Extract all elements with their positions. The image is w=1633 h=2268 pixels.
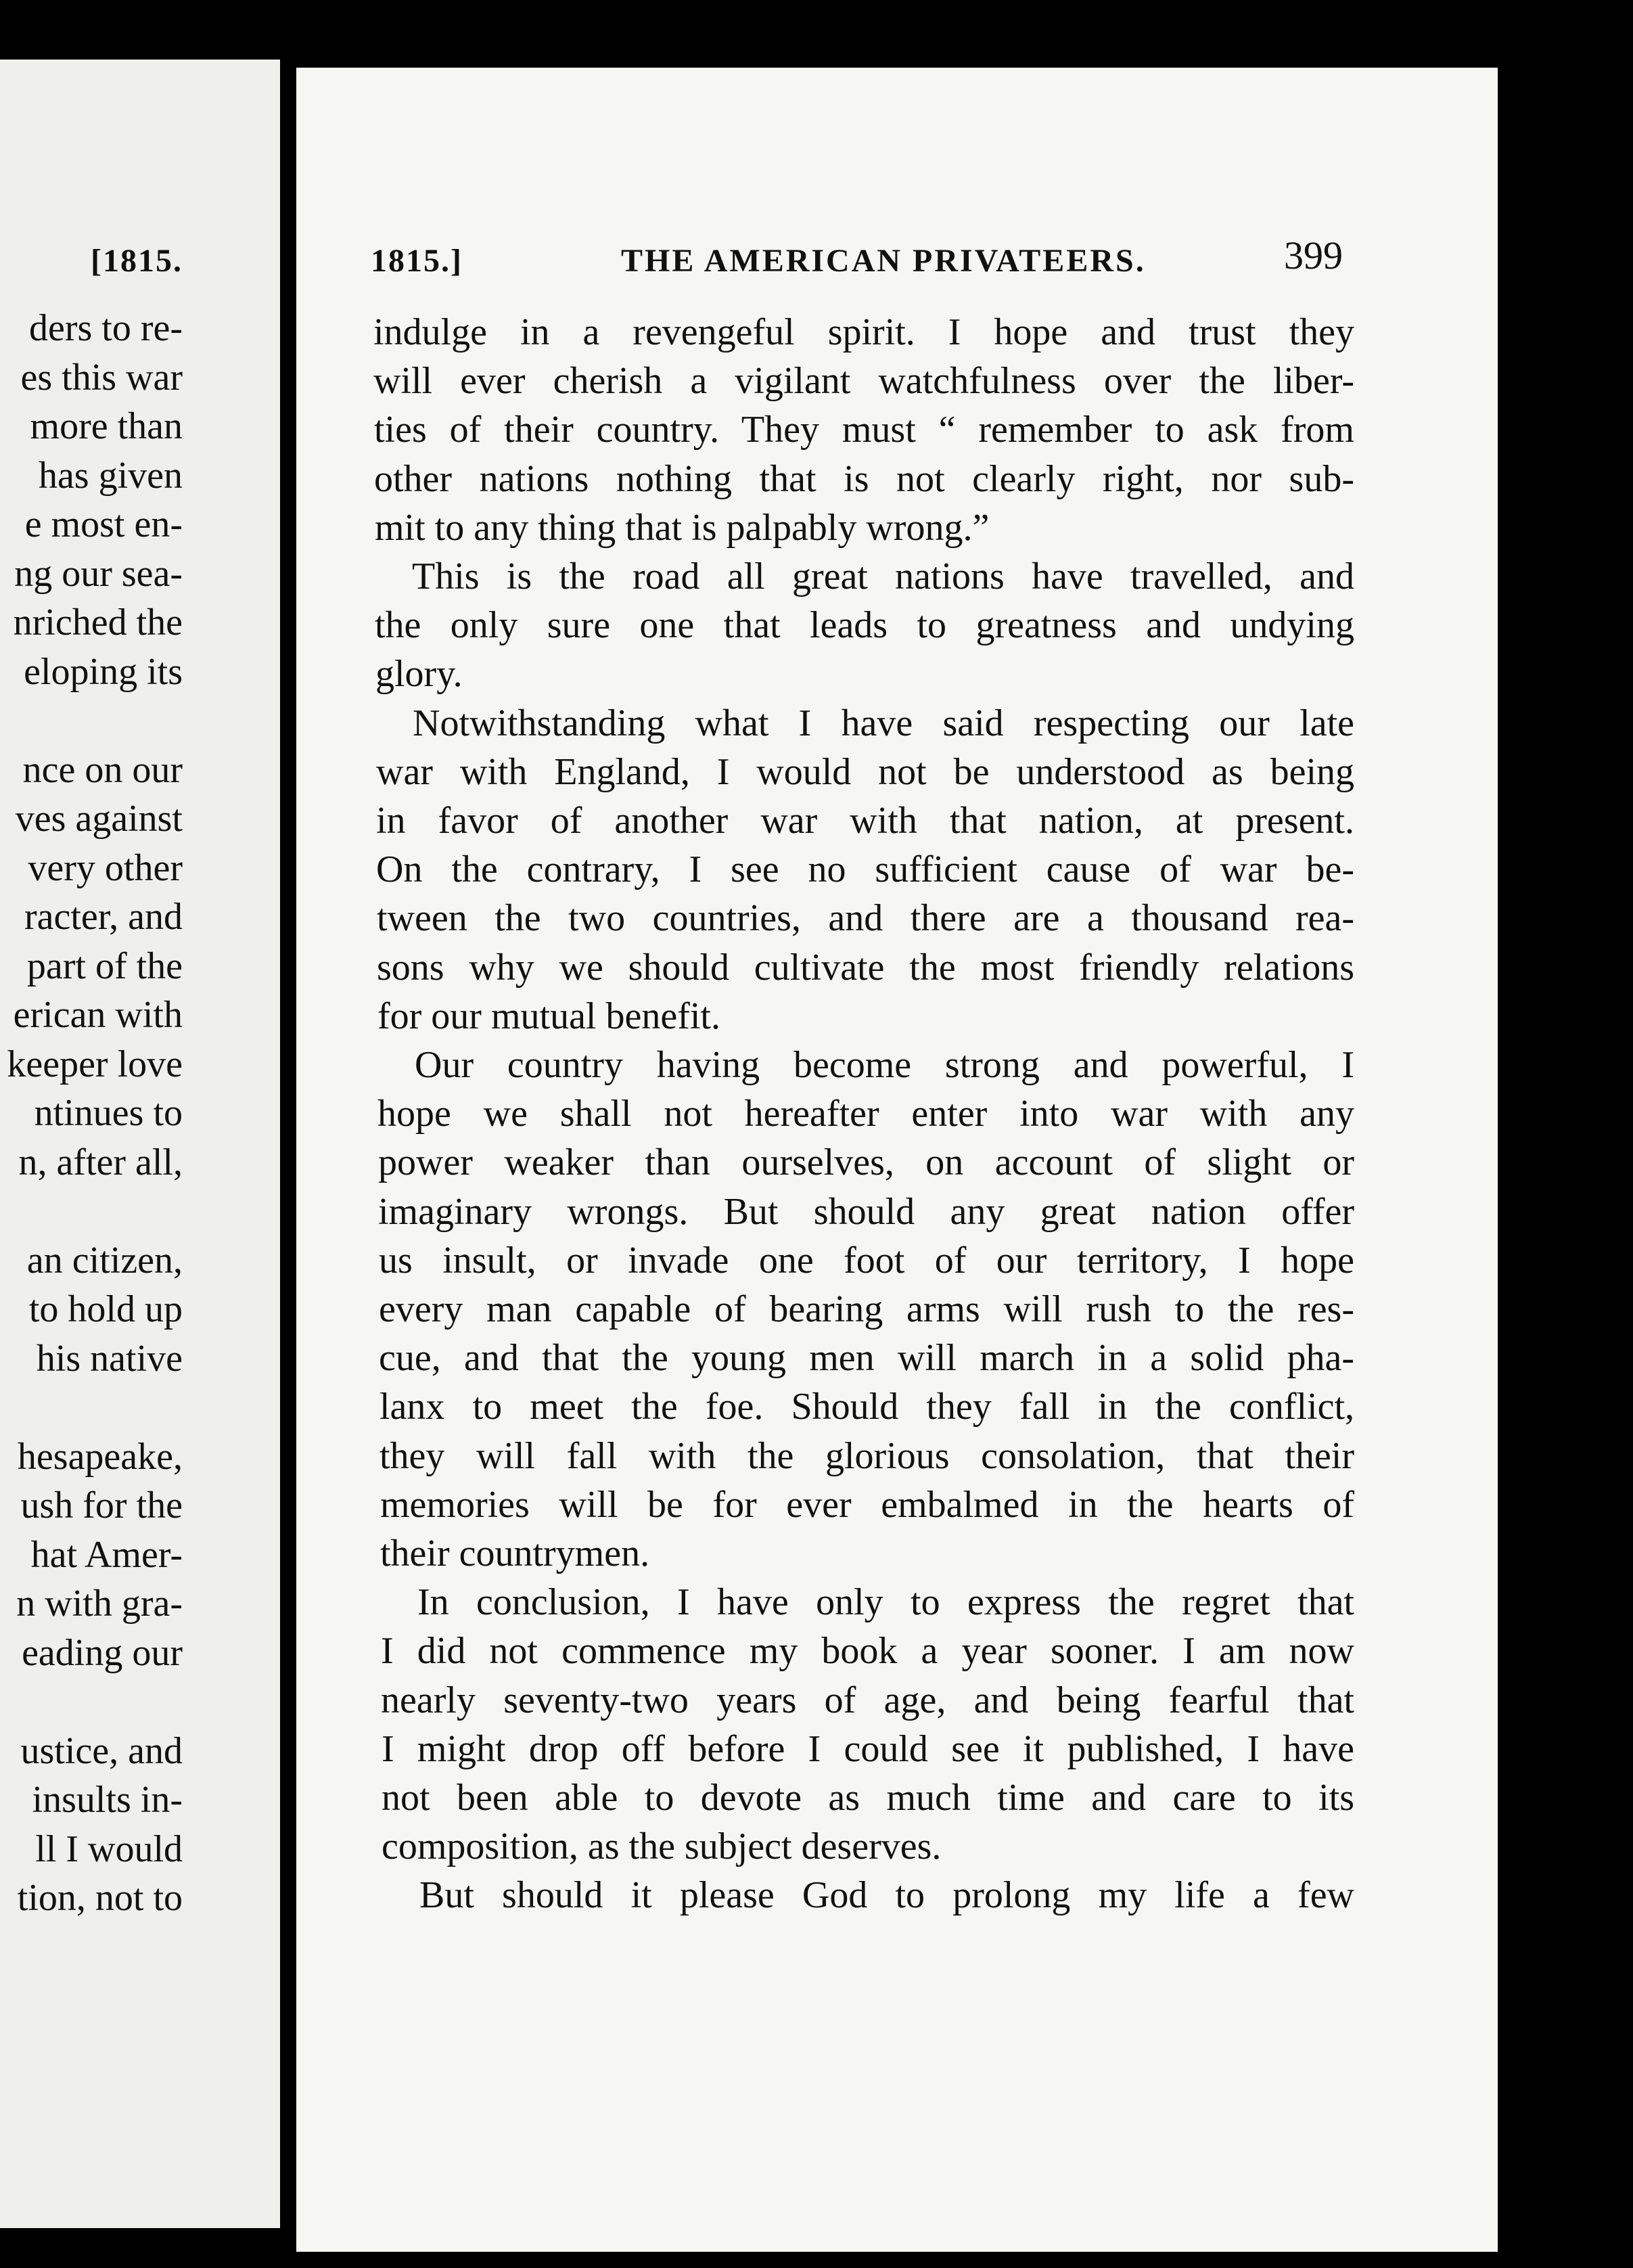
left-text-line: es this war <box>20 356 183 399</box>
text-line: Our country having become strong and powerful, I <box>415 1044 1354 1086</box>
text-line: they will fall with the glorious consolation, that their <box>380 1434 1354 1477</box>
left-text-line: e most en- <box>24 503 183 545</box>
text-line: their countrymen. <box>380 1533 650 1574</box>
text-line: Notwithstanding what I have said respecting our late <box>413 702 1354 744</box>
text-line: war with England, I would not be understood as being <box>376 750 1354 793</box>
left-text-line: very other <box>28 846 183 889</box>
left-text-line: ll I would <box>35 1828 183 1870</box>
left-text-line: more than <box>30 405 183 447</box>
left-text-line: ush for the <box>20 1484 183 1526</box>
left-text-line: tion, not to <box>17 1877 183 1919</box>
text-line: tween the two countries, and there are a thousand rea- <box>377 897 1354 940</box>
text-line: every man capable of bearing arms will rush to the res- <box>379 1288 1354 1330</box>
left-page-fragment <box>0 60 280 2228</box>
left-text-line: nriched the <box>13 602 183 643</box>
text-line: hope we shall not hereafter enter into war with any <box>377 1093 1354 1135</box>
text-line: power weaker than ourselves, on account of slight or <box>378 1141 1354 1184</box>
running-head-title: THE AMERICAN PRIVATEERS. <box>621 243 1146 279</box>
left-text-line: hesapeake, <box>17 1435 183 1478</box>
left-running-head: [1815. <box>91 243 183 279</box>
right-page <box>296 68 1498 2252</box>
text-line: nearly seventy-two years of age, and being fearful that <box>381 1679 1354 1721</box>
left-text-line: n, after all, <box>18 1141 183 1183</box>
text-line: indulge in a revengeful spirit. I hope and trust they <box>373 311 1354 353</box>
left-text-line: nce on our <box>22 748 183 791</box>
text-line: But should it please God to prolong my life a few <box>419 1874 1354 1917</box>
text-line: I might drop off before I could see it published, I have <box>382 1727 1354 1770</box>
text-line: memories will be for ever embalmed in the hearts of <box>380 1483 1354 1526</box>
left-text-line: insults in- <box>32 1779 183 1821</box>
text-line: for our mutual benefit. <box>377 995 720 1037</box>
text-line: not been able to devote as much time and care to its <box>382 1777 1354 1819</box>
left-text-line: eading our <box>22 1631 183 1674</box>
text-line: cue, and that the young men will march in a solid pha- <box>379 1337 1354 1380</box>
text-line: imaginary wrongs. But should any great nation offer <box>378 1190 1354 1233</box>
left-text-line: to hold up <box>28 1288 183 1330</box>
text-line: This is the road all great nations have travelled, and <box>412 555 1354 597</box>
text-line: glory. <box>375 653 463 696</box>
text-line: us insult, or invade one foot of our territory, I hope <box>379 1239 1354 1282</box>
left-text-line: n with gra- <box>16 1583 183 1625</box>
text-line: In conclusion, I have only to express the regret that <box>417 1581 1354 1624</box>
left-text-line: part of the <box>26 945 183 987</box>
left-text-line: racter, and <box>24 896 183 938</box>
text-line: the only sure one that leads to greatness and undying <box>375 604 1354 647</box>
left-text-line: ders to re- <box>28 307 183 349</box>
page-number: 399 <box>1284 233 1343 277</box>
left-text-line: ng our sea- <box>14 552 183 595</box>
left-text-line: has given <box>38 454 183 497</box>
left-text-line: keeper love <box>7 1043 183 1085</box>
left-text-line: an citizen, <box>26 1239 183 1282</box>
text-line: On the contrary, I see no sufficient cause of war be- <box>376 848 1354 891</box>
left-text-line: his native <box>36 1337 183 1380</box>
left-text-line: eloping its <box>24 650 183 693</box>
text-line: will ever cherish a vigilant watchfulness over the liber- <box>373 360 1354 403</box>
left-text-line: ves against <box>15 798 183 840</box>
text-line: in favor of another war with that nation, at present. <box>376 800 1354 842</box>
left-text-line: hat Amer- <box>30 1533 183 1576</box>
running-head-year: 1815.] <box>371 243 463 279</box>
text-line: I did not commence my book a year sooner. I am now <box>381 1630 1354 1673</box>
text-line: mit to any thing that is palpably wrong.” <box>375 506 990 549</box>
text-line: sons why we should cultivate the most friendly relations <box>377 946 1354 989</box>
left-text-line: ntinues to <box>34 1092 183 1134</box>
text-line: other nations nothing that is not clearly right, nor sub- <box>374 457 1354 500</box>
left-text-line: ustice, and <box>20 1729 183 1772</box>
text-line: ties of their country. They must “ remember to ask from <box>374 409 1354 451</box>
left-text-line: erican with <box>13 994 183 1036</box>
text-line: composition, as the subject deserves. <box>382 1825 942 1868</box>
text-line: lanx to meet the foe. Should they fall in the conflict, <box>380 1386 1354 1428</box>
